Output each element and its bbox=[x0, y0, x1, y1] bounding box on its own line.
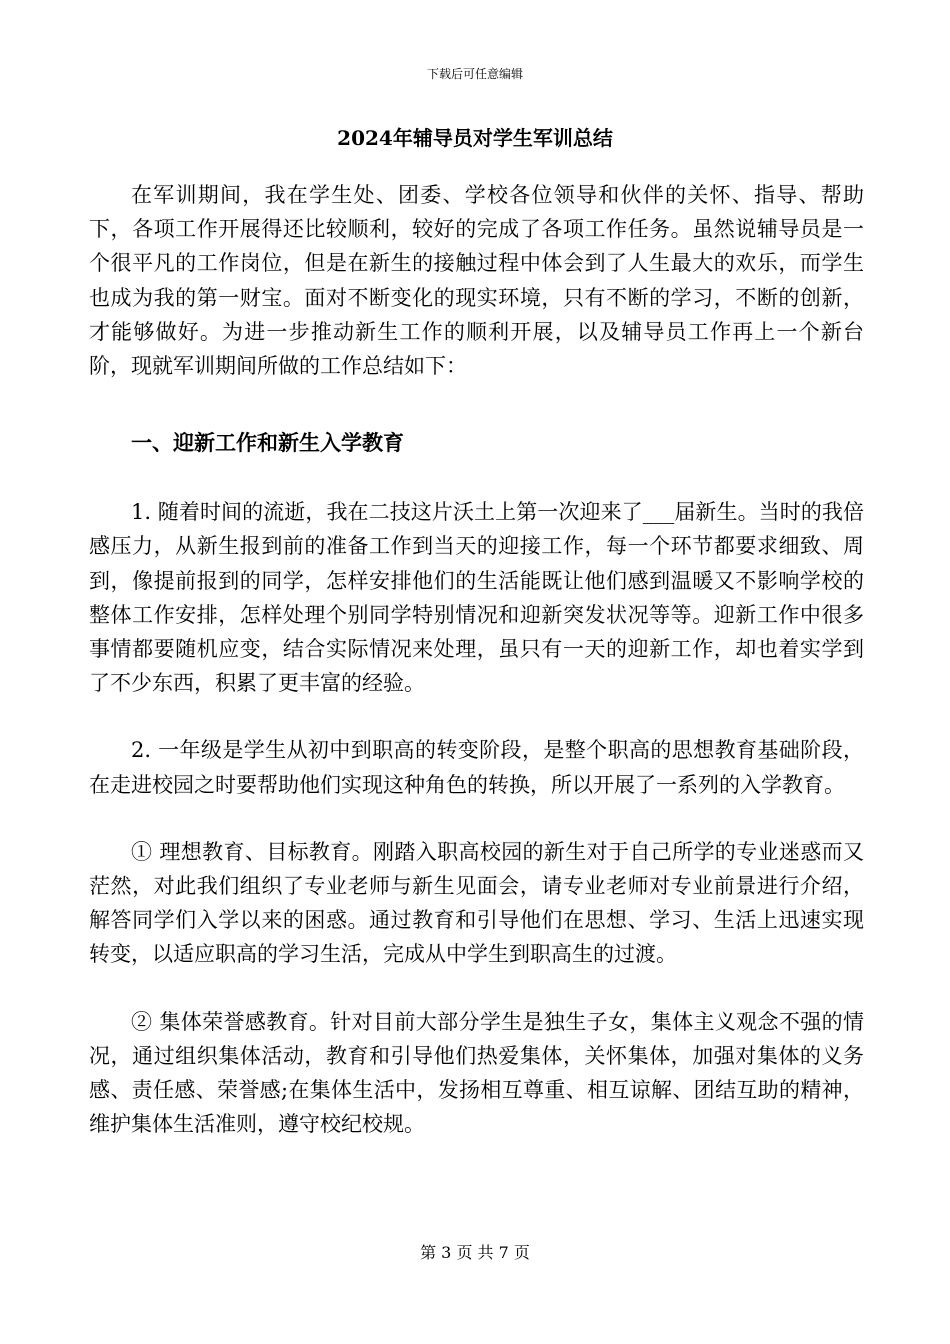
item-2-paragraph: 2. 一年级是学生从初中到职高的转变阶段，是整个职高的思想教育基础阶段，在走进校园之时要帮助他们实现这种角色的转换，所以开展了一系列的入学教育。 bbox=[89, 738, 864, 797]
header-note: 下载后可任意编辑 bbox=[426, 67, 523, 81]
intro-paragraph: 在军训期间，我在学生处、团委、学校各位领导和伙伴的关怀、指导、帮助下，各项工作开展得还比较顺利，较好的完成了各项工作任务。虽然说辅导员是一个很平凡的工作岗位，但是在新生的接触过程中体会到了人生最大的欢乐，而学生也成为我的第一财宝。面对不断变化的现实环境，只有不断的学习，不断的创新，才能够做好。为进一步推动新生工作的顺利开展，以及辅导员工作再上一个新台阶，现就军训期间所做的工作总结如下： bbox=[89, 183, 864, 379]
sub-item-2-paragraph: ② 集体荣誉感教育。针对目前大部分学生是独生子女，集体主义观念不强的情况，通过组织集体活动，教育和引导他们热爱集体，关怀集体，加强对集体的义务感、责任感、荣誉感;在集体生活中，发扬相互尊重、相互谅解、团结互助的精神，维护集体生活准则，遵守校纪校规。 bbox=[89, 1009, 864, 1137]
item-1-paragraph: 1. 随着时间的流逝，我在二技这片沃土上第一次迎来了___届新生。当时的我倍感压力，从新生报到前的准备工作到当天的迎接工作，每一个环节都要求细致、周到，像提前报到的同学，怎样安排他们的生活能既让他们感到温暖又不影响学校的整体工作安排，怎样处理个别同学特别情况和迎新突发状况等等。迎新工作中很多事情都要随机应变，结合实际情况来处理，虽只有一天的迎新工作，却也着实学到了不少东西，积累了更丰富的经验。 bbox=[89, 500, 864, 696]
document-body bbox=[89, 178, 864, 1141]
section-heading: 一、迎新工作和新生入学教育 bbox=[131, 430, 404, 456]
document-title: 2024年辅导员对学生军训总结 bbox=[337, 126, 613, 150]
sub-item-1-paragraph: ① 理想教育、目标教育。刚踏入职高校园的新生对于自己所学的专业迷惑而又茫然，对此我们组织了专业老师与新生见面会，请专业老师对专业前景进行介绍，解答同学们入学以来的困惑。通过教育和引导他们在思想、学习、生活上迅速实现转变，以适应职高的学习生活，完成从中学生到职高生的过渡。 bbox=[89, 839, 864, 967]
page-number: 第 3 页 共 7 页 bbox=[420, 1243, 530, 1262]
